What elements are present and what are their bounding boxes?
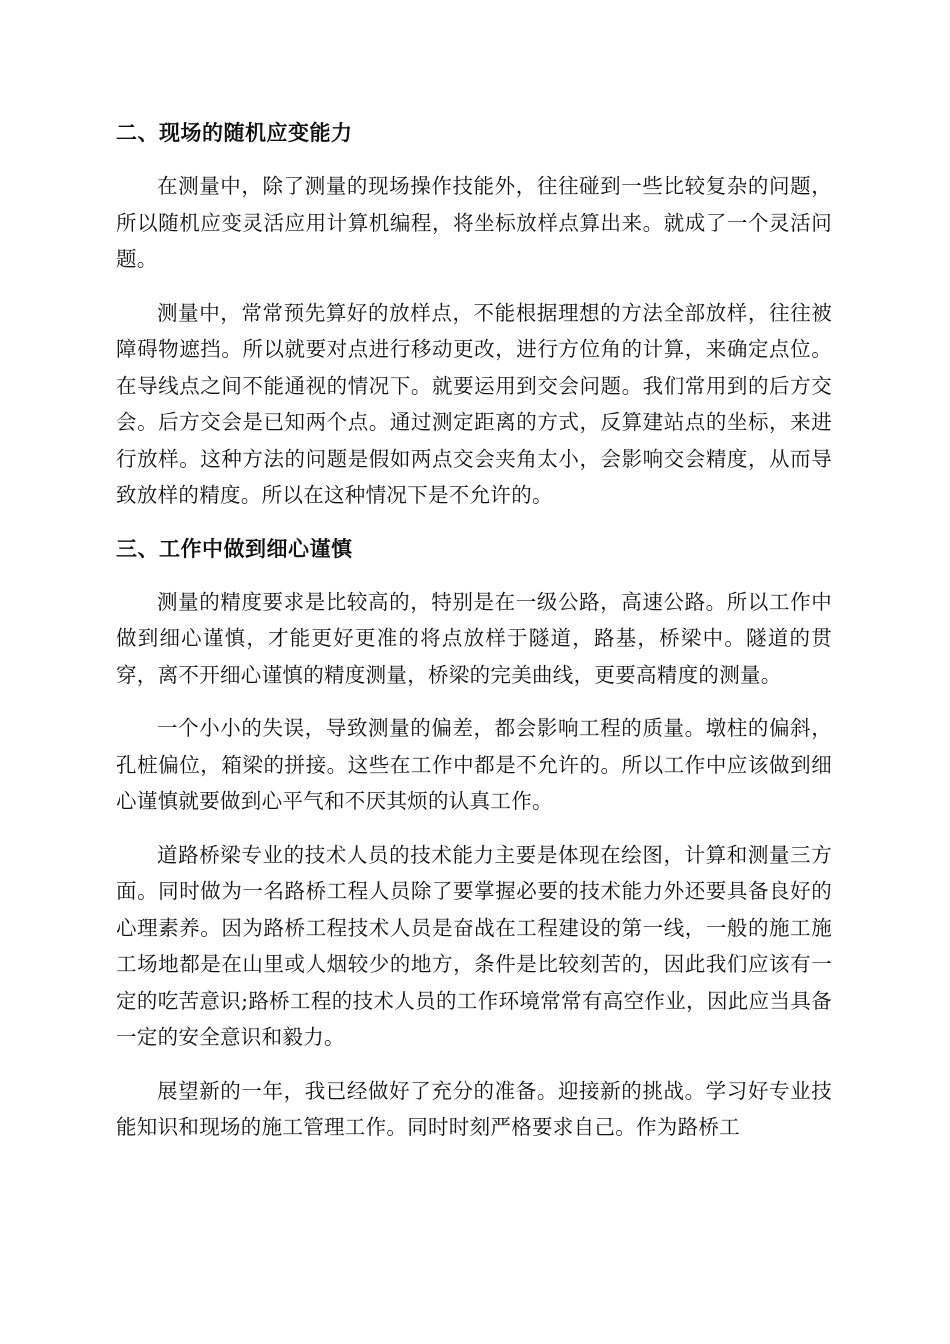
paragraph-skills: 道路桥梁专业的技术人员的技术能力主要是体现在绘图，计算和测量三方面。同时做为一名路桥工程人员除了要掌握必要的技术能力外还要具备良好的心理素养。因为路桥工程技术人员是奋战在工程建设的第一线，一般的施工施工场地都是在山里或人烟较少的地方，条件是比较刻苦的，因此我们应该有一定的吃苦意识;路桥工程的技术人员的工作环境常常有高空作业，因此应当具备一定的安全意识和毅力。 [116, 842, 832, 1049]
paragraph-adaptability-1: 在测量中，除了测量的现场操作技能外，往往碰到一些比较复杂的问题，所以随机应变灵活应用计算机编程，将坐标放样点算出来。就成了一个灵活问题。 [116, 174, 832, 271]
section-heading-adaptability: 二、现场的随机应变能力 [116, 121, 353, 145]
document-body [116, 115, 832, 1163]
paragraph-adaptability-2: 测量中，常常预先算好的放样点，不能根据理想的方法全部放样，往往被障碍物遮挡。所以就要对点进行移动更改，进行方位角的计算，来确定点位。在导线点之间不能通视的情况下。就要运用到交会问题。我们常用到的后方交会。后方交会是已知两个点。通过测定距离的方式，反算建站点的坐标，来进行放样。这种方法的问题是假如两点交会夹角太小，会影响交会精度，从而导致放样的精度。所以在这种情况下是不允许的。 [116, 300, 832, 507]
paragraph-carefulness-1: 测量的精度要求是比较高的，特别是在一级公路，高速公路。所以工作中做到细心谨慎，才能更好更准的将点放样于隧道，路基，桥梁中。隧道的贯穿，离不开细心谨慎的精度测量，桥梁的完美曲线，更要高精度的测量。 [116, 589, 832, 687]
section-heading-carefulness: 三、工作中做到细心谨慎 [116, 536, 353, 561]
paragraph-outlook: 展望新的一年，我已经做好了充分的准备。迎接新的挑战。学习好专业技能知识和现场的施工管理工作。同时时刻严格要求自己。作为路桥工 [116, 1078, 832, 1139]
paragraph-carefulness-2: 一个小小的失误，导致测量的偏差，都会影响工程的质量。墩柱的偏斜，孔桩偏位，箱梁的拼接。这些在工作中都是不允许的。所以工作中应该做到细心谨慎就要做到心平气和不厌其烦的认真工作。 [116, 716, 832, 813]
